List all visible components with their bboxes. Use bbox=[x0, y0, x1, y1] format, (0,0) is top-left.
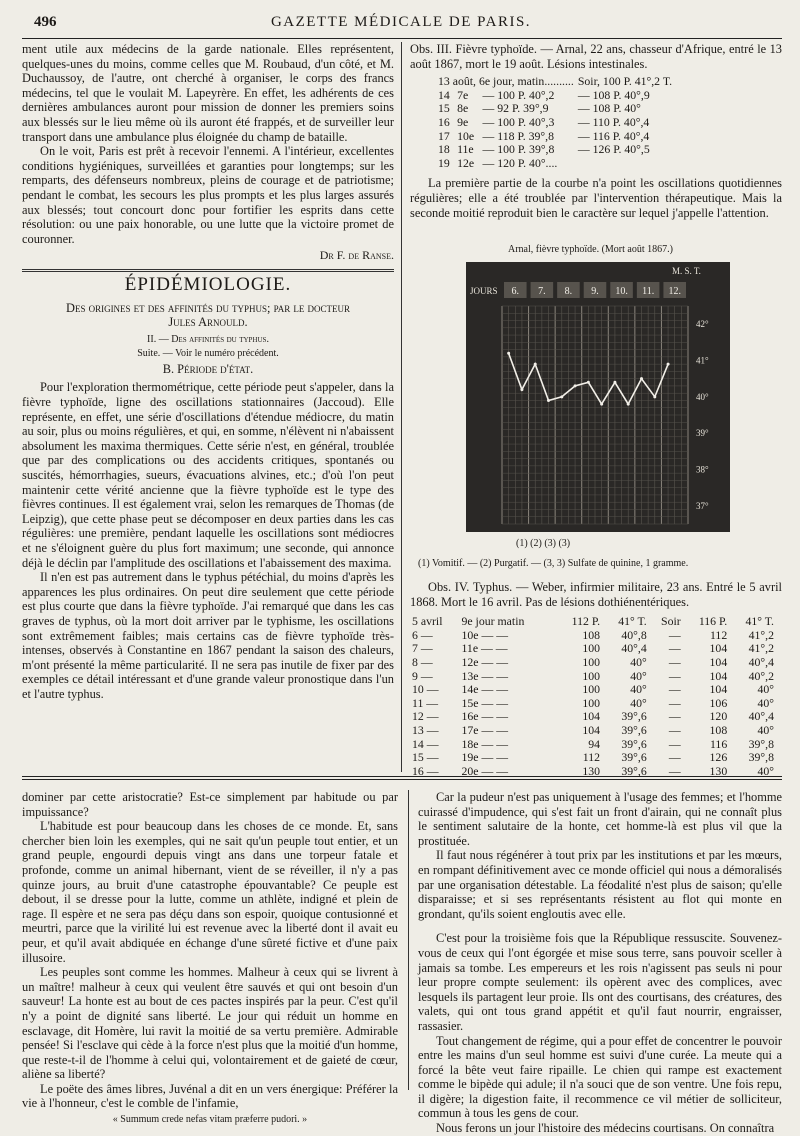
table-cell: 11e bbox=[457, 142, 474, 157]
table-cell: — 126 P. 40°,5 bbox=[577, 142, 650, 157]
observation-paragraph: La première partie de la courbe n'a point les oscillations quotidiennes régulières; elle a été troublée par l'intervention thérapeutique. Mais la seconde moitié reproduit bien le caractère sur lequel j'appelle l'attention. bbox=[410, 176, 782, 220]
table-cell: 39°,8 bbox=[748, 750, 774, 765]
table-row bbox=[436, 143, 674, 157]
page-number: 496 bbox=[34, 14, 57, 30]
table-row bbox=[410, 615, 776, 629]
table-cell: 7 — bbox=[412, 641, 433, 656]
day-label: 10. bbox=[615, 286, 628, 297]
table-row bbox=[410, 697, 776, 711]
table-cell: 19e — — bbox=[461, 750, 508, 765]
table-cell: — 108 P. 40°,9 bbox=[577, 87, 650, 102]
left-upper-column bbox=[22, 42, 394, 702]
data-point bbox=[587, 381, 590, 384]
table-cell: 39°,6 bbox=[621, 750, 647, 765]
day-label: 9. bbox=[591, 286, 599, 297]
table-cell: 130 bbox=[709, 763, 728, 778]
table-cell: 104 bbox=[709, 654, 728, 669]
table-cell: 13e — — bbox=[461, 668, 508, 683]
y-tick-label: 42° bbox=[696, 319, 709, 330]
article-author: Jules Arnould. bbox=[168, 315, 248, 330]
table-cell: — bbox=[668, 695, 681, 710]
article-subtitle: Des origines et des affinités du typhus; par le docteur bbox=[66, 300, 350, 315]
data-point bbox=[600, 403, 603, 406]
table-cell: — bbox=[668, 709, 681, 724]
day-label: 11. bbox=[642, 286, 655, 297]
table-cell: 13 — bbox=[412, 722, 439, 737]
article-part: II. — Des affinités du typhus. bbox=[147, 333, 269, 345]
data-point bbox=[574, 384, 577, 387]
table-cell: 8 — bbox=[412, 654, 433, 669]
data-point bbox=[653, 395, 656, 398]
y-tick-label: 41° bbox=[696, 355, 709, 366]
right-upper-column bbox=[410, 42, 782, 220]
table-cell: — 100 P. 40°,2 bbox=[482, 87, 555, 102]
feuilleton-paragraph: Tout changement de régime, qui a pour effet de concentrer le pouvoir entre les mains d'un seul homme est suivi d'une curée. La meute qui a forcé la bête veut faire ripaille. Le chien qui rampe est exactement comme le bipède qui adule; il n'a souci que de son ventre. Une fois repu, il digère; la digestion faite, il recommence ce vil métier de solliciteur, commun à tous les gens de cour. bbox=[418, 1033, 782, 1121]
table-cell: — 92 P. 39°,9 bbox=[482, 101, 549, 116]
table-cell: 14 — bbox=[412, 736, 439, 751]
table-cell: 6 — bbox=[412, 627, 433, 642]
table-cell: — bbox=[668, 750, 681, 765]
table-row bbox=[436, 89, 674, 103]
table-cell: 40° bbox=[630, 682, 647, 697]
table-row bbox=[410, 683, 776, 697]
table-cell: — bbox=[668, 668, 681, 683]
table-cell: 39°,8 bbox=[748, 736, 774, 751]
y-tick-label: 38° bbox=[696, 464, 709, 475]
table-cell: — bbox=[668, 736, 681, 751]
table-cell: 10e — — bbox=[461, 627, 508, 642]
data-point bbox=[560, 395, 563, 398]
table-cell: 16e — — bbox=[461, 709, 508, 724]
table-cell: — bbox=[668, 641, 681, 656]
observation-title: Obs. IV. Typhus. — Weber, infirmier militaire, 23 ans. Entré le 5 avril 1868. Mort le 16 avril. Pas de lésions dothiénentériques. bbox=[410, 580, 782, 609]
obs3-table bbox=[436, 75, 674, 170]
table-cell: 40° bbox=[757, 695, 774, 710]
table-cell: 11 — bbox=[412, 695, 439, 710]
table-cell: — bbox=[668, 682, 681, 697]
feuilleton-paragraph: Nous ferons un jour l'histoire des médecins courtisans. On connaîtra bbox=[436, 1121, 775, 1136]
bottom-left-column bbox=[22, 790, 398, 1128]
chart-row-label: JOURS bbox=[470, 286, 498, 296]
table-cell: 9e jour matin bbox=[461, 614, 525, 629]
table-cell: — 100 P. 40°,3 bbox=[482, 114, 555, 129]
table-cell: Soir bbox=[661, 614, 681, 629]
table-row bbox=[410, 642, 776, 656]
chart-notes: (1) Vomitif. — (2) Purgatif. — (3, 3) Sulfate de quinine, 1 gramme. bbox=[418, 558, 689, 569]
signature: Dr F. de Ranse. bbox=[319, 248, 394, 263]
article-paragraph: ment utile aux médecins de la garde nationale. Elles représentent, quelques-unes du moins, comme celles que M. Roubaud, d'un côté, et M. Duchaussoy, de l'autre, ont cherché à organiser, le corps des francs médecins, tel que le voulait M. Lapeyrère. En effet, les adhérents de ces dernières ambulances auront pour mission de donner les premiers soins aux blessés sur le lieu même où ils auront été frappés, et de surveiller leur transport dans une ambulance plus éloignée du champ de bataille. bbox=[22, 42, 394, 144]
feuilleton-paragraph: C'est pour la troisième fois que la République ressuscite. Souvenez-vous de ceux qui l'ont égorgée et mise sous terre, sans pouvoir sceller à jamais sa tombe. Les empereurs et les rois n'agissent pas seuls ni pour leur propre compte seulement: ils opèrent avec des complices, avec lesquels ils partagent leur proie. Ils ont des courtisans, des créatures, des valets, qui ont tous grand appétit et qu'il faut nourrir, engraisser, rassasier. bbox=[418, 931, 782, 1033]
table-cell: 40° bbox=[757, 722, 774, 737]
table-cell: 15 bbox=[438, 101, 450, 116]
table-cell: 104 bbox=[709, 668, 728, 683]
obs4-block bbox=[410, 580, 782, 778]
table-cell: 12e bbox=[457, 155, 475, 170]
column-divider bbox=[408, 790, 409, 1090]
table-cell: 106 bbox=[709, 695, 728, 710]
section-rule bbox=[22, 776, 782, 777]
table-cell: Soir, 100 P. 41°,2 T. bbox=[577, 74, 673, 89]
table-cell: 40° bbox=[630, 654, 647, 669]
y-tick-label: 40° bbox=[696, 391, 709, 402]
feuilleton-paragraph: Il faut nous régénérer à tout prix par les institutions et par les mœurs, en rompant définitivement avec ce monde officiel qui nous a démoralisés par une organisation détestable. La féodalité n'est plus de saison; qu'elle disparaisse; et si ses représentants résistent au flot qui monte en grondant, qu'ils soient engloutis avec elle. bbox=[418, 848, 782, 921]
section-heading: ÉPIDÉMIOLOGIE. bbox=[124, 273, 292, 295]
table-cell: 104 bbox=[709, 682, 728, 697]
section-rule bbox=[22, 269, 394, 272]
section-rule bbox=[22, 779, 782, 780]
table-cell: 11e — — bbox=[461, 641, 508, 656]
obs4-table bbox=[410, 615, 776, 778]
feuilleton-paragraph: dominer par cette aristocratie? Est-ce simplement par habitude ou par impuissance? bbox=[22, 790, 398, 819]
table-cell: 116 P. bbox=[698, 614, 728, 629]
table-cell: 100 bbox=[582, 654, 601, 669]
table-cell: 19 bbox=[438, 155, 450, 170]
table-cell: 112 P. bbox=[571, 614, 601, 629]
chart-corner-label: M. S. T. bbox=[672, 266, 701, 276]
table-cell: 10e bbox=[457, 128, 475, 143]
table-cell: 40° bbox=[757, 763, 774, 778]
observation-title: Obs. III. Fièvre typhoïde. — Arnal, 22 ans, chasseur d'Afrique, entré le 13 août 1867, mort le 19 août. Lésions intestinales. bbox=[410, 42, 782, 71]
table-cell: 9 — bbox=[412, 668, 433, 683]
feuilleton-paragraph: L'habitude est pour beaucoup dans les choses de ce monde. Et, sans chercher bien loin les exemples, qui ne sait qu'un peuple tout entier, et un grand peuple, engourdi depuis vingt ans dans une torpeur fatale et profonde, comme un animal hibernant, vient de se réveiller, il n'y a pas quinze jours, au bruit d'une catastrophe épouvantable? Ce peuple est debout, il se dresse pour la lutte, comme un athlète, indigné et plein de rage. Il espère et ne sera pas déçu dans son espoir, quoique contusionné et meurtri, parce que la virilité lui est revenue avec la liberté dont il avait eu peur, et qu'il avait abdiquée en échange d'une sûreté fictive et d'une paix illusoire. bbox=[22, 819, 398, 965]
table-row bbox=[410, 738, 776, 752]
day-label: 7. bbox=[538, 286, 546, 297]
table-row bbox=[410, 724, 776, 738]
table-cell: 41°,2 bbox=[748, 641, 774, 656]
table-cell: 9e bbox=[457, 114, 469, 129]
chart-title: Arnal, fièvre typhoïde. (Mort août 1867.) bbox=[508, 244, 673, 255]
table-cell: — 118 P. 39°,8 bbox=[482, 128, 554, 143]
table-cell: 100 bbox=[582, 668, 601, 683]
table-cell: 40°,8 bbox=[621, 627, 647, 642]
table-cell: 13 août, 6e jour, matin.......... bbox=[438, 74, 574, 89]
table-cell: 18 bbox=[438, 142, 450, 157]
table-cell: 104 bbox=[582, 722, 601, 737]
table-cell: 20e — — bbox=[461, 763, 508, 778]
table-cell: 41° T. bbox=[618, 614, 647, 629]
table-cell: 40°,2 bbox=[748, 668, 774, 683]
table-cell: 15 — bbox=[412, 750, 439, 765]
article-period: B. Période d'état. bbox=[162, 361, 254, 376]
table-cell: 16 bbox=[438, 114, 450, 129]
table-cell: 40° bbox=[757, 682, 774, 697]
table-cell: 12e — — bbox=[461, 654, 508, 669]
table-cell: — 108 P. 40° bbox=[577, 101, 641, 116]
table-cell: 108 bbox=[582, 627, 601, 642]
table-row bbox=[436, 130, 674, 144]
table-cell: 39°,6 bbox=[621, 722, 647, 737]
day-label: 8. bbox=[564, 286, 573, 297]
table-row bbox=[410, 656, 776, 670]
table-cell: 126 bbox=[709, 750, 728, 765]
table-cell: 130 bbox=[582, 763, 601, 778]
page-header bbox=[20, 10, 782, 36]
data-point bbox=[547, 399, 550, 402]
table-cell: 41°,2 bbox=[748, 627, 774, 642]
table-row bbox=[410, 629, 776, 643]
table-row bbox=[436, 116, 674, 130]
table-cell: 39°,6 bbox=[621, 709, 647, 724]
table-cell: — bbox=[668, 722, 681, 737]
data-point bbox=[640, 377, 643, 380]
day-label: 6. bbox=[511, 286, 520, 297]
data-point bbox=[667, 363, 670, 366]
table-cell: 40° bbox=[630, 668, 647, 683]
data-point bbox=[520, 388, 523, 391]
table-cell: 104 bbox=[709, 641, 728, 656]
table-cell: 116 bbox=[709, 736, 728, 751]
data-point bbox=[613, 381, 616, 384]
table-cell: — bbox=[668, 763, 681, 778]
table-cell: 8e bbox=[457, 101, 469, 116]
day-label: 12. bbox=[668, 286, 681, 297]
table-cell: 40°,4 bbox=[748, 654, 774, 669]
table-row bbox=[436, 102, 674, 116]
table-cell: — 120 P. 40°.... bbox=[482, 155, 558, 170]
header-rule bbox=[22, 38, 782, 39]
table-cell: 112 bbox=[709, 627, 728, 642]
table-cell: 14e — — bbox=[461, 682, 508, 697]
feuilleton-paragraph: Car la pudeur n'est pas uniquement à l'usage des femmes; et l'homme cuirassé d'impudence, qui s'est fait un front d'airain, qui ne connaît plus le sentiment salutaire de la honte, cet homme-là est plus vil que la prostituée. bbox=[418, 790, 782, 848]
y-tick-label: 39° bbox=[696, 428, 709, 439]
table-cell: 41° T. bbox=[745, 614, 774, 629]
table-cell: 18e — — bbox=[461, 736, 508, 751]
data-point bbox=[507, 352, 510, 355]
table-cell: 39°,6 bbox=[621, 763, 647, 778]
table-row bbox=[436, 157, 674, 171]
table-cell: 40° bbox=[630, 695, 647, 710]
feuilleton-paragraph: Les peuples sont comme les hommes. Malheur à ceux qui se livrent à un maître! malheur à ceux qui veulent être sauvés et qui ont besoin d'un sauveur! La honte est au bout de ces pactes inspirés par la peur. C'est qu'il n'y a point de dignité sans liberté. Le jour qui réduit un homme en esclavage, dit Homère, lui ravit la moitié de sa vertu première. Admirable pensée! Si l'esclave qui cède à la force n'est plus que la moitié d'un homme, que reste-t-il de l'homme à celui qui, volontairement et de gaieté de cœur, aliène sa liberté? bbox=[22, 965, 398, 1082]
bottom-right-column bbox=[418, 790, 782, 1136]
table-cell: 5 avril bbox=[412, 614, 443, 629]
data-point bbox=[534, 363, 537, 366]
article-paragraph: On le voit, Paris est prêt à recevoir l'ennemi. A l'intérieur, excellentes conditions hygiéniques, surveillées et garanties pour longtemps; sur les remparts, des défenseurs nombreux, pleins de courage et de patriotisme; pendant le combat, les secours les plus prompts et les plus larges assurés aux blessés; tout concourt donc pour fortifier les esprits dans cette résolution: ou une paix honorable, ou une lutte que la victoire promet de couronner. bbox=[22, 144, 394, 246]
table-cell: 112 bbox=[582, 750, 601, 765]
table-row bbox=[410, 670, 776, 684]
table-cell: 120 bbox=[709, 709, 728, 724]
table-cell: 100 bbox=[582, 682, 601, 697]
table-cell: 16 — bbox=[412, 763, 439, 778]
article-paragraph: Pour l'exploration thermométrique, cette période peut s'appeler, dans la fièvre typhoïde, ligne des oscillations stationnaires (Jaccoud). Elle représente, en effet, une série d'oscillations d'étendue médiocre, du matin au soir, plus ou moins régulières, et qui, en somme, n'élèvent ni n'abaissent absolument les maxima thermiques. Cette série n'est, en général, troublée que par des complications ou des accidents critiques, spontanés ou suscités, hémorrhagies, sueurs, évacuations alvines, etc.; d'où l'on peut maintenir cette vérité ancienne que la fièvre typhoïde est le type des fièvres continues. Il est également vrai, selon les remarques de Thomas (de Leipzig), que cette phase peut se décomposer en deux parties dans les cas régulières: une première, pendant laquelle les oscillations sont médiocres et ne s'éloignent guère du plus fort maximum; une seconde, qui annonce déjà le déclin par l'amplitude des oscillations et l'abaissement des maxima. bbox=[22, 380, 394, 570]
table-cell: 40°,4 bbox=[748, 709, 774, 724]
table-cell: — bbox=[668, 627, 681, 642]
data-point bbox=[627, 403, 630, 406]
table-row bbox=[410, 751, 776, 765]
table-cell: 100 bbox=[582, 641, 601, 656]
table-cell: 10 — bbox=[412, 682, 439, 697]
table-cell: 17 bbox=[438, 128, 450, 143]
table-cell: — 116 P. 40°,4 bbox=[577, 128, 650, 143]
table-cell: 15e — — bbox=[461, 695, 508, 710]
table-cell: — 100 P. 39°,8 bbox=[482, 142, 555, 157]
feuilleton-paragraph: Le poëte des âmes libres, Juvénal a dit en un vers énergique: Préférer la vie à l'honneur, c'est le comble de l'infamie, bbox=[22, 1081, 398, 1111]
article-paragraph: Il n'en est pas autrement dans le typhus pétéchial, du moins d'après les apparences les plus ordinaires. On peut dire seulement que cette période est plus courte que dans la fièvre typhoïde. J'ai remarqué que dans les cas graves de typhus, où la mort doit arriver par le typhisme, les oscillations sont extrêmement faibles; mais certains cas de fièvre typhoïde très-intenses, observés à Constantine en 1867 pendant la saison des chaleurs, m'ont présenté la même particularité. Il ne sera pas inutile de fixer par des exemples ce détail intéressant et d'une grande valeur pronostique dans l'un et l'autre typhus. bbox=[22, 570, 394, 701]
temperature-chart bbox=[466, 262, 730, 532]
table-cell: 104 bbox=[582, 709, 601, 724]
footnote: « Summum crede nefas vitam præferre pudori. » bbox=[112, 1114, 308, 1126]
chart-markers: (1) (2) (3) (3) bbox=[516, 538, 571, 549]
table-cell: 17e — — bbox=[461, 722, 508, 737]
table-cell: — bbox=[668, 654, 681, 669]
table-row bbox=[410, 710, 776, 724]
column-divider bbox=[401, 42, 402, 772]
table-cell: 100 bbox=[582, 695, 601, 710]
y-tick-label: 37° bbox=[696, 500, 709, 511]
table-cell: 14 bbox=[438, 87, 450, 102]
table-cell: 108 bbox=[709, 722, 728, 737]
table-cell: — 110 P. 40°,4 bbox=[577, 114, 650, 129]
table-row bbox=[436, 75, 674, 89]
table-cell: 39°,6 bbox=[621, 736, 647, 751]
table-cell: 40°,4 bbox=[621, 641, 647, 656]
table-cell: 94 bbox=[588, 736, 601, 751]
table-cell: 12 — bbox=[412, 709, 439, 724]
article-suite: Suite. — Voir le numéro précédent. bbox=[137, 348, 279, 360]
journal-title: GAZETTE MÉDICALE DE PARIS. bbox=[270, 14, 532, 30]
table-cell: 7e bbox=[457, 87, 469, 102]
table-cell bbox=[576, 157, 674, 171]
